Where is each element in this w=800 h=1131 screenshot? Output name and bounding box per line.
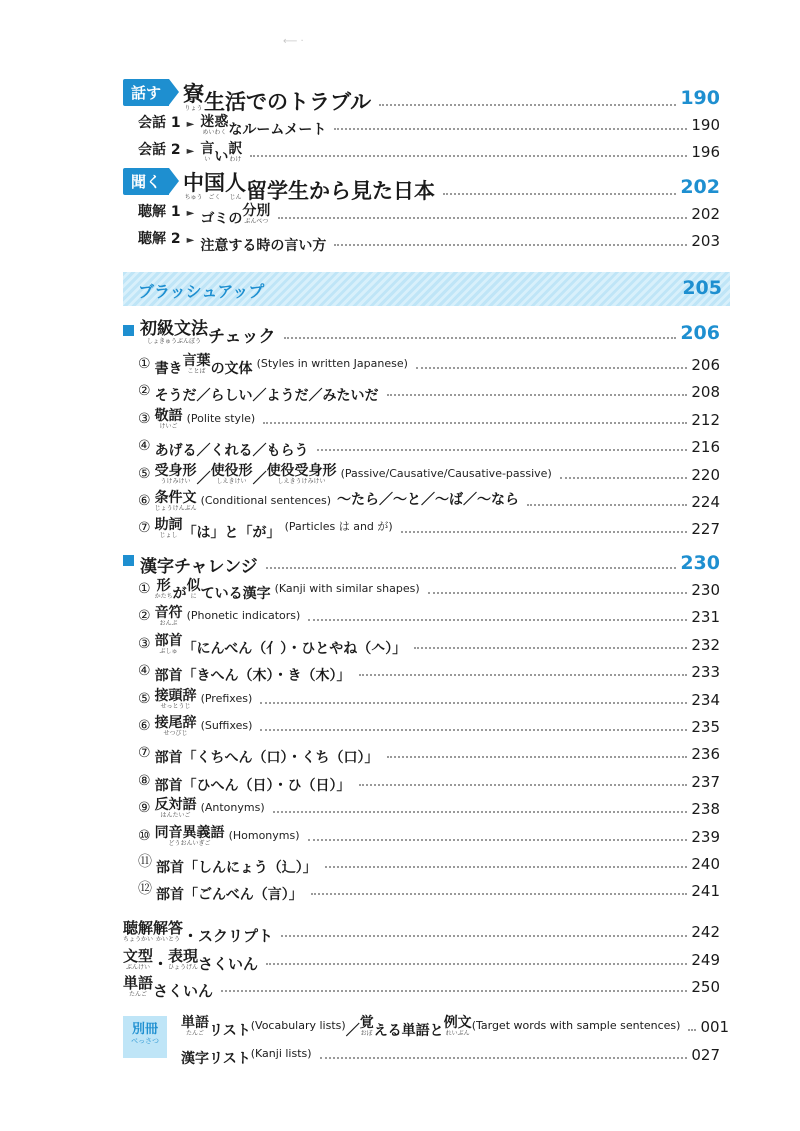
item-english: (Passive/Causative/Causative-passive) (340, 467, 552, 480)
dot-leader (278, 217, 687, 219)
triangle-right-icon: ► (186, 208, 195, 219)
sub-label: 聴解 2 (138, 231, 181, 247)
text-segment: リスト (209, 1023, 251, 1039)
item-number: ④ (138, 438, 151, 454)
text-segment: 部首「くちへん（口）・くち（口）」 (154, 750, 379, 766)
category-title (140, 321, 276, 346)
supplement-title-2 (346, 1016, 472, 1038)
sub-label: 会話 2 (138, 142, 181, 158)
item-number: ① (138, 581, 151, 597)
toc-item[interactable] (138, 796, 720, 820)
item-title (155, 606, 183, 628)
item-number: ⑪ (138, 854, 152, 870)
text-segment: 部首「ごんべん（言）」 (156, 887, 303, 903)
toc-item[interactable] (138, 604, 720, 628)
sub-title (200, 204, 270, 226)
item-english: (Polite style) (186, 412, 256, 425)
page-number: 203 (691, 232, 720, 250)
item-number: ③ (138, 636, 151, 652)
supplement-english-2: (Target words with sample sentences) (471, 1019, 681, 1032)
section-badge: 聞く (123, 168, 169, 195)
index-row[interactable] (123, 946, 720, 972)
item-title (155, 387, 379, 403)
page-number: 224 (691, 493, 720, 511)
dot-leader (688, 1029, 696, 1031)
text-segment: ／ (345, 1023, 360, 1039)
item-number: ⑥ (138, 493, 151, 509)
page-number: 241 (691, 882, 720, 900)
page-number: 233 (691, 663, 720, 681)
toc-item[interactable] (138, 434, 720, 458)
text-segment: 接頭辞 せっとうじ (154, 688, 197, 710)
brushup-band[interactable] (123, 272, 730, 306)
dot-leader (311, 893, 688, 895)
bessatsu-label: 別冊 (131, 1022, 158, 1037)
dot-leader (260, 702, 687, 704)
dot-leader (281, 935, 687, 937)
sub-title (200, 115, 326, 137)
item-title (155, 464, 337, 486)
dot-leader (308, 839, 688, 841)
toc-item[interactable] (138, 462, 720, 486)
text-segment: 例文 れいぶん (443, 1015, 472, 1037)
text-segment: さくいん (153, 982, 214, 1000)
dot-leader (416, 367, 687, 369)
item-title (155, 689, 197, 711)
text-segment: 言葉 ことば (182, 353, 211, 375)
toc-item[interactable] (138, 851, 720, 875)
text-segment: 部首「ひへん（日）・ひ（日）」 (154, 778, 351, 794)
text-segment: 「は」と「が」 (182, 525, 281, 541)
text-segment: さくいん (198, 955, 259, 973)
dot-leader (260, 729, 687, 731)
section-badge: 話す (123, 79, 169, 106)
text-segment: 寮 りょう (183, 82, 205, 112)
text-segment: 漢字チャレンジ (140, 557, 258, 577)
text-segment: 迷惑 めいわく (200, 114, 229, 136)
item-number: ⑫ (138, 881, 152, 897)
sub-title (200, 142, 242, 164)
text-segment: 人 じん (225, 171, 247, 201)
item-title (155, 442, 309, 458)
toc-item[interactable] (138, 769, 720, 793)
page-number: 240 (691, 855, 720, 873)
dot-leader (308, 619, 687, 621)
text-segment: 反対語 はんたいご (154, 797, 197, 819)
triangle-right-icon: ► (186, 146, 195, 157)
section-row-speak[interactable] (123, 79, 720, 113)
supplement-row[interactable] (181, 1014, 730, 1039)
text-segment: ている漢字 (200, 586, 271, 602)
index-row[interactable] (123, 918, 720, 944)
page-number: 227 (691, 520, 720, 538)
item-title (155, 826, 225, 848)
item-number: ⑥ (138, 718, 151, 734)
text-segment: が (172, 586, 187, 602)
text-segment: 注意する時の言い方 (200, 238, 327, 254)
supplement-title (181, 1016, 251, 1038)
dot-leader (527, 504, 687, 506)
toc-item[interactable] (138, 489, 720, 513)
text-segment: 中 ちゅう (183, 171, 205, 201)
text-segment: 生活でのトラブル (204, 90, 372, 114)
page-number: 239 (691, 828, 720, 846)
item-title (155, 518, 281, 540)
supplement-english: (Vocabulary lists) (250, 1019, 346, 1032)
item-number: ⑩ (138, 828, 151, 844)
item-number: ② (138, 608, 151, 624)
item-title (155, 579, 271, 601)
toc-item[interactable] (138, 714, 720, 738)
page-number: 206 (691, 356, 720, 374)
dot-leader (560, 477, 688, 479)
page-number: 232 (691, 636, 720, 654)
text-segment: 条件文 じょうけんぶん (154, 490, 197, 512)
sub-row[interactable] (138, 202, 720, 226)
item-english: (Conditional sentences) (200, 494, 332, 507)
item-number: ② (138, 383, 151, 399)
triangle-right-icon: ► (186, 119, 195, 130)
item-title (155, 491, 197, 513)
index-title (123, 976, 213, 999)
item-title (155, 667, 351, 683)
page-number: 212 (691, 411, 720, 429)
text-segment: ・ (153, 955, 169, 973)
text-segment: 部首「しんにょう（⻌）」 (156, 860, 317, 876)
text-segment: 書き (154, 361, 183, 377)
item-english: (Antonyms) (200, 801, 265, 814)
text-segment: 漢字リスト (181, 1051, 251, 1067)
page-number: 190 (680, 87, 720, 109)
text-segment: い (214, 149, 229, 165)
supplement-row[interactable] (181, 1042, 720, 1066)
page-number: 196 (691, 143, 720, 161)
dot-leader (401, 531, 688, 533)
text-segment: そうだ／らしい／ようだ／みたいだ (154, 388, 379, 404)
text-segment: 音符 おんぷ (154, 605, 183, 627)
page-number: 236 (691, 745, 720, 763)
item-title (155, 354, 253, 376)
item-number: ⑨ (138, 800, 151, 816)
text-segment: 使役形 しえきけい (210, 463, 253, 485)
toc-item[interactable] (138, 407, 720, 431)
dot-leader (387, 394, 688, 396)
dot-leader (359, 784, 688, 786)
text-segment: ・スクリプト (183, 927, 274, 945)
text-segment: 助詞 じょし (154, 517, 183, 539)
item-english: (Kanji with similar shapes) (274, 582, 420, 595)
square-bullet-icon (123, 325, 134, 336)
text-segment: 単語 たんご (123, 974, 154, 998)
page-number: 001 (700, 1018, 730, 1036)
supplement-title (181, 1050, 251, 1066)
text-segment: 単語 たんご (181, 1015, 209, 1037)
page-number: 230 (680, 552, 720, 574)
item-title (156, 886, 303, 902)
dot-leader (334, 128, 687, 130)
text-segment: 似 に (186, 578, 201, 600)
text-segment: 覚 おぼ (359, 1015, 374, 1037)
section-row-listen[interactable] (123, 168, 720, 202)
item-number: ① (138, 356, 151, 372)
dot-leader (221, 990, 687, 992)
section-title (183, 84, 371, 113)
sub-title (200, 237, 326, 253)
page-number: 231 (691, 608, 720, 626)
dot-leader (414, 647, 687, 649)
page-number: 250 (691, 978, 720, 996)
band-title: ブラッシュアップ (138, 282, 265, 301)
toc-item[interactable] (138, 577, 720, 601)
toc-item[interactable] (138, 659, 720, 683)
item-title (155, 798, 197, 820)
text-segment: 接尾辞 せつびじ (154, 715, 197, 737)
text-segment: 表現 ひょうげん (168, 947, 199, 971)
dot-leader (387, 756, 688, 758)
dot-leader (443, 193, 676, 195)
text-segment: 「にんべん（亻）・ひとやね（𠆢）」 (182, 641, 407, 657)
item-title (155, 716, 197, 738)
text-segment: ／ (196, 471, 211, 487)
item-tail: ～たら／～と／～ば／～なら (337, 492, 520, 508)
dot-leader (284, 337, 677, 339)
text-segment: 言 い (200, 141, 215, 163)
item-number: ⑧ (138, 773, 151, 789)
item-title (155, 777, 351, 793)
bessatsu-badge (123, 1016, 167, 1058)
page-number: 205 (682, 277, 722, 299)
item-title (156, 859, 317, 875)
dot-leader (428, 592, 688, 594)
sub-row[interactable] (138, 113, 720, 137)
sub-row[interactable] (138, 229, 720, 253)
category-title (140, 556, 258, 576)
page-number: 235 (691, 718, 720, 736)
text-segment: あげる／くれる／もらう (154, 443, 309, 459)
text-segment: チェック (208, 327, 276, 347)
page-number: 237 (691, 773, 720, 791)
dot-leader (266, 567, 677, 569)
text-segment: ゴミの (200, 211, 243, 227)
dot-leader (325, 866, 688, 868)
text-segment: える単語と (373, 1023, 444, 1039)
item-english: (Suffixes) (200, 719, 253, 732)
text-segment: 敬語 けいご (154, 408, 183, 430)
index-title (123, 921, 273, 944)
text-segment: 部首「きへん（木）・き（木）」 (154, 668, 351, 684)
page-number: 234 (691, 691, 720, 709)
toc-item[interactable] (138, 878, 720, 902)
text-segment: 部首 ぶしゅ (154, 633, 183, 655)
item-english: (Particles は and が) (284, 520, 393, 533)
item-english: (Styles in written Japanese) (256, 357, 408, 370)
index-title (123, 949, 258, 972)
text-segment: 国 ごく (204, 171, 226, 201)
item-english: (Homonyms) (228, 829, 300, 842)
text-segment: 文型 ぶんけい (123, 947, 154, 971)
dot-leader (250, 155, 687, 157)
dot-leader (359, 674, 688, 676)
item-english: (Prefixes) (200, 692, 253, 705)
text-segment: 留学生から見た日本 (246, 179, 436, 203)
text-segment: 受身形 うけみけい (154, 463, 197, 485)
item-number: ④ (138, 663, 151, 679)
index-row[interactable] (123, 973, 720, 999)
text-segment: 形 かたち (154, 578, 173, 600)
toc-item[interactable] (138, 824, 720, 848)
page-number: 220 (691, 466, 720, 484)
square-bullet-icon (123, 555, 134, 566)
section-title (183, 173, 435, 202)
dot-leader (317, 449, 688, 451)
page-number: 249 (691, 951, 720, 969)
page-number: 206 (680, 322, 720, 344)
sub-label: 会話 1 (138, 115, 181, 131)
item-number: ⑤ (138, 691, 151, 707)
sub-label: 聴解 1 (138, 204, 181, 220)
text-segment: 解答 かいとう (153, 919, 184, 943)
top-mark: ⟵ · (283, 36, 304, 47)
text-segment: 使役受身形 しえきうけみけい (266, 463, 337, 485)
sub-row[interactable] (138, 140, 720, 164)
item-title (155, 749, 379, 765)
dot-leader (263, 422, 687, 424)
page-number: 202 (691, 205, 720, 223)
dot-leader (320, 1057, 688, 1059)
toc-item[interactable] (138, 632, 720, 656)
page-number: 242 (691, 923, 720, 941)
toc-item[interactable] (138, 516, 720, 540)
text-segment: 同音異義語 どうおんいぎご (154, 825, 225, 847)
toc-item[interactable] (138, 687, 720, 711)
item-number: ⑦ (138, 520, 151, 536)
page-number: 238 (691, 800, 720, 818)
item-title (155, 634, 407, 656)
page-number: 208 (691, 383, 720, 401)
toc-item[interactable] (138, 741, 720, 765)
toc-item[interactable] (138, 379, 720, 403)
page-number: 230 (691, 581, 720, 599)
item-english: (Phonetic indicators) (186, 609, 301, 622)
supplement-english: (Kanji lists) (250, 1047, 312, 1060)
toc-item[interactable] (138, 352, 720, 376)
page-number: 202 (680, 176, 720, 198)
text-segment: 分別 ぶんべつ (242, 203, 271, 225)
dot-leader (273, 811, 688, 813)
page-number: 190 (691, 116, 720, 134)
bessatsu-ruby: べっさつ (131, 1037, 159, 1045)
category-row[interactable] (123, 318, 720, 346)
triangle-right-icon: ► (186, 235, 195, 246)
item-title (155, 409, 183, 431)
page-number: 216 (691, 438, 720, 456)
item-number: ⑦ (138, 745, 151, 761)
item-number: ⑤ (138, 466, 151, 482)
dot-leader (379, 104, 676, 106)
text-segment: なルームメート (228, 122, 327, 138)
text-segment: の文体 (210, 361, 253, 377)
text-segment: ／ (252, 471, 267, 487)
item-number: ③ (138, 411, 151, 427)
text-segment: 訳 わけ (228, 141, 243, 163)
page-number: 027 (691, 1046, 720, 1064)
text-segment: 聴解 ちょうかい (123, 919, 154, 943)
dot-leader (334, 244, 687, 246)
dot-leader (266, 963, 687, 965)
text-segment: 初級文法 しょきゅうぶんぽう (140, 319, 208, 345)
category-row[interactable] (123, 548, 720, 576)
